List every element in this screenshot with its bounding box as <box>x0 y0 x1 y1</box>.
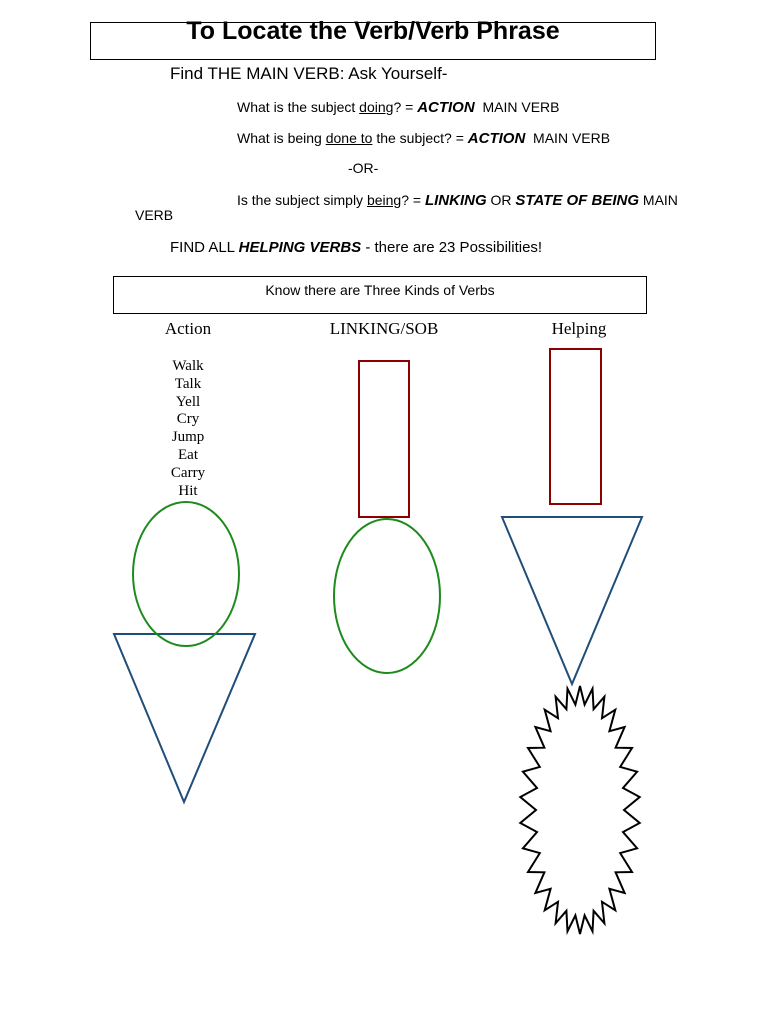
column-heading-linking: LINKING/SOB <box>329 319 439 338</box>
action-verb: Yell <box>175 393 201 410</box>
find-main-verb-heading: Find THE MAIN VERB: Ask Yourself- <box>170 64 448 83</box>
q1-post: ? = <box>393 99 418 115</box>
action-verb: Cry <box>176 411 200 428</box>
page-title: To Locate the Verb/Verb Phrase <box>186 17 560 45</box>
q1-pre: What is the subject <box>237 99 360 115</box>
helping-triangle <box>502 517 642 684</box>
helping-starburst <box>520 686 639 934</box>
helping-pre: FIND ALL <box>170 239 239 256</box>
action-oval <box>133 502 239 646</box>
column-heading-helping: Helping <box>551 319 607 338</box>
q2-pre: What is being <box>237 130 326 146</box>
q3-pre: Is the subject simply <box>237 192 367 208</box>
action-triangle <box>114 634 255 802</box>
action-verb: Carry <box>170 464 206 481</box>
q2-post: the subject? = <box>372 130 468 146</box>
linking-rectangle <box>359 361 409 517</box>
q3-emphasis-linking: LINKING <box>424 192 487 209</box>
action-verb: Jump <box>171 429 205 446</box>
q2-underlined: done to <box>325 130 373 146</box>
q1-underlined: doing <box>359 99 394 115</box>
three-kinds-label: Know there are Three Kinds of Verbs <box>265 282 495 298</box>
q2-tail: MAIN VERB <box>525 130 611 146</box>
action-verb: Walk <box>172 358 204 374</box>
q1-tail: MAIN VERB <box>474 99 560 115</box>
column-heading-action: Action <box>164 319 212 338</box>
action-verb: Hit <box>178 482 198 499</box>
q3-mid: OR <box>486 192 516 208</box>
q3-emphasis-state: STATE OF BEING <box>515 192 640 209</box>
q3-tail: MAIN <box>639 192 678 208</box>
q3-post: ? = <box>401 192 425 208</box>
helping-emphasis: HELPING VERBS <box>238 239 362 256</box>
q2-emphasis: ACTION <box>467 130 526 147</box>
question-being-wrap: VERB <box>135 207 174 223</box>
action-verb: Eat <box>178 446 198 463</box>
helping-post: - there are 23 Possibilities! <box>361 239 543 256</box>
linking-oval <box>334 519 440 673</box>
or-separator: -OR- <box>348 160 379 176</box>
helping-rectangle <box>550 349 601 504</box>
q1-emphasis: ACTION <box>417 99 475 116</box>
q3-underlined: being <box>366 192 402 208</box>
action-verb: Talk <box>174 375 202 392</box>
